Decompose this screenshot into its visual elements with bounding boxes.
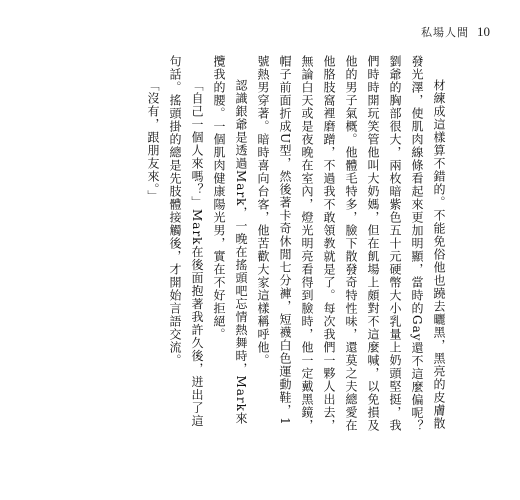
paragraph-2: 認識銀爺是透過Mark，一晚在搖頭吧忘情熱舞時，Mark來攬我的腰。一個肌肉健康陽光男，實在不好拒絕。	[212, 55, 248, 425]
paragraph-4: 「沒有，跟朋友來。」	[146, 79, 160, 203]
paragraph-3: 「自己一個人來嗎？」Mark在後面抱著我許久後，迸出了這句話。搖頭掛的總是先肢體接觸後，才開始言語交流。	[168, 55, 204, 428]
running-head	[421, 24, 490, 40]
paragraph-1: 材練成這樣算不錯的。不能免俗他也蹺去曬黑，黑亮的皮膚散發光澤，使肌肉線條看起來更加明顯，當時的Gay還不這麼偏呢？劉爺的胸部很大，兩枚暗紫色五十元硬幣大小乳量上奶頭堅挺，我們時時開玩笑管他叫大奶媽，但在飢場上頗對不這麼喊，以免損及他的男子氣概。他體毛特多，臉下散發奇特性味，還莫之夫總愛在他胳肢窩裡磨蹭，不過我不敢領教就是了。每次我們一夥人出去，無論白天或是夜晚在室內，燈光明亮看得到臉時，他一定戴黑鏡，帽子前面折成U型，然後著卡奇休閒七分褲，短襪白色運動鞋，1號熱男穿著。暗時喜向台客，他苦歡大家這樣稱呼他。	[256, 55, 446, 433]
running-title: 私場人間	[421, 26, 469, 39]
page-number: 10	[477, 24, 490, 39]
vertical-text-block	[142, 55, 450, 435]
